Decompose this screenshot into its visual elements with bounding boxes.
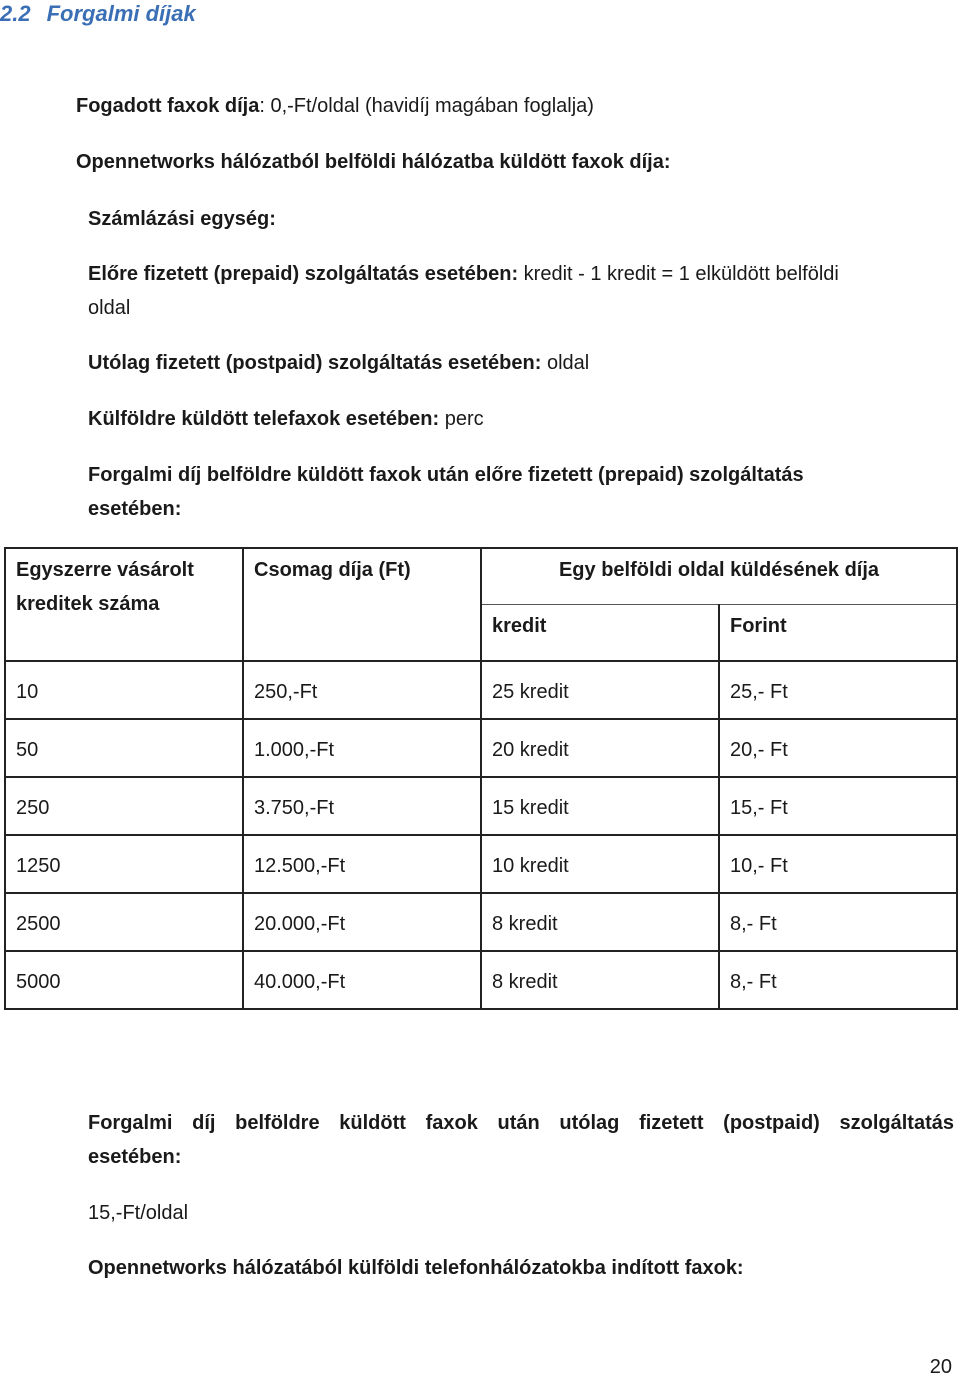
intl-unit [88, 402, 484, 436]
prepaid-fee-heading-line1: Forgalmi díj belföldre küldött faxok után előre fizetett (prepaid) szolgáltatás [88, 464, 804, 486]
postpaid-fee-value: 15,-Ft/oldal [88, 1202, 189, 1224]
domestic-fax-heading: Opennetworks hálózatból belföldi hálózatba küldött faxok díja: [76, 151, 671, 173]
section-title: Forgalmi díjak [46, 1, 196, 26]
header-kredit: kredit [481, 604, 719, 661]
received-fax-fee [76, 89, 594, 123]
postpaid-fee-heading-line2: esetében: [88, 1146, 182, 1168]
received-fax-value: : 0,-Ft/oldal (havidíj magában foglalja) [259, 95, 594, 117]
table-row: 10 250,-Ft 25 kredit 25,- Ft [5, 661, 957, 719]
prepaid-unit [88, 257, 839, 291]
header-package-price: Csomag díja (Ft) [243, 548, 481, 661]
prepaid-unit-value: kredit - 1 kredit = 1 elküldött belföldi [523, 263, 839, 285]
table-row: 1250 12.500,-Ft 10 kredit 10,- Ft [5, 835, 957, 893]
postpaid-fee-heading-line1: Forgalmi díj belföldre küldött faxok után utólag fizetett (postpaid) szolgáltatás [88, 1112, 954, 1134]
received-fax-label: Fogadott faxok díja [76, 95, 260, 117]
page-number: 20 [929, 1356, 952, 1378]
section-heading [0, 0, 196, 28]
billing-unit-label: Számlázási egység: [88, 208, 276, 230]
prepaid-unit-continuation: oldal [88, 297, 131, 319]
header-forint: Forint [719, 604, 957, 661]
prepaid-fee-table [4, 547, 958, 1010]
table-row: 5000 40.000,-Ft 8 kredit 8,- Ft [5, 951, 957, 1009]
intl-unit-value: perc [444, 408, 484, 430]
intl-unit-label: Külföldre küldött telefaxok esetében: [88, 408, 440, 430]
postpaid-unit [88, 346, 589, 380]
section-number: 2.2 [0, 1, 31, 26]
prepaid-unit-label: Előre fizetett (prepaid) szolgáltatás esetében: [88, 263, 519, 285]
postpaid-unit-value: oldal [546, 352, 590, 374]
table-row: 250 3.750,-Ft 15 kredit 15,- Ft [5, 777, 957, 835]
header-credits-purchased: Egyszerre vásárolt kreditek száma [5, 548, 243, 661]
postpaid-unit-label: Utólag fizetett (postpaid) szolgáltatás esetében: [88, 352, 542, 374]
header-per-page-fee: Egy belföldi oldal küldésének díja [481, 548, 957, 604]
intl-fax-heading: Opennetworks hálózatából külföldi telefonhálózatokba indított faxok: [88, 1257, 744, 1279]
table-row: 50 1.000,-Ft 20 kredit 20,- Ft [5, 719, 957, 777]
table-row: 2500 20.000,-Ft 8 kredit 8,- Ft [5, 893, 957, 951]
prepaid-fee-heading-line2: esetében: [88, 498, 182, 520]
